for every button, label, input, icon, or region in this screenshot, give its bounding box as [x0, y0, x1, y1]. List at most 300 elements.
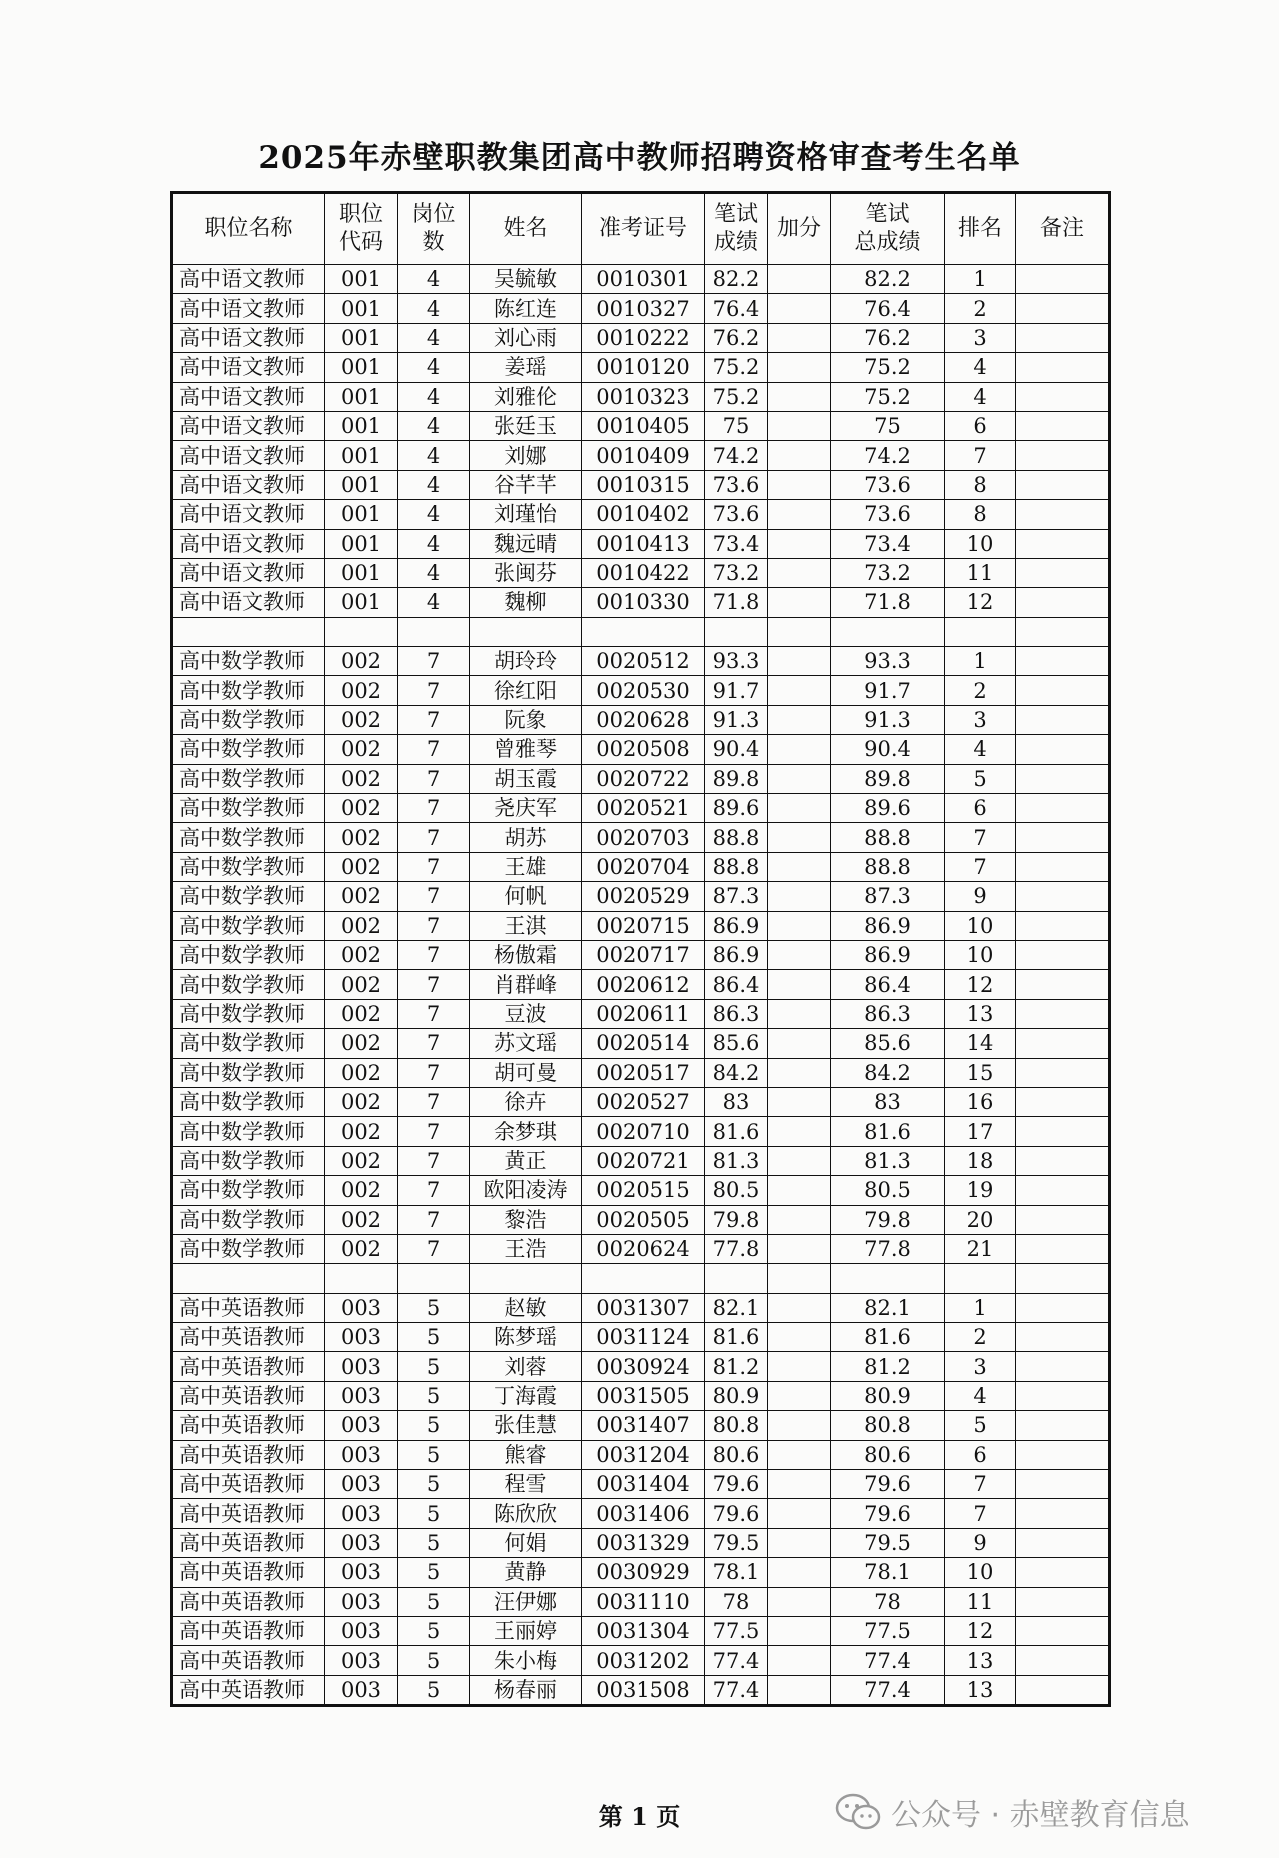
total-score-cell: 85.6 — [831, 1029, 945, 1058]
position-name-cell: 高中英语教师 — [172, 1323, 325, 1352]
post-count-cell: 7 — [398, 1234, 470, 1263]
total-score-cell: 86.4 — [831, 970, 945, 999]
total-score-cell: 84.2 — [831, 1058, 945, 1087]
position-code-cell: 003 — [325, 1646, 398, 1675]
rank-cell: 15 — [945, 1058, 1016, 1087]
rank-cell: 2 — [945, 294, 1016, 323]
position-name-cell: 高中语文教师 — [172, 441, 325, 470]
admission-number-cell: 0020517 — [582, 1058, 705, 1087]
post-count-cell — [398, 1264, 470, 1293]
remarks-cell — [1016, 794, 1110, 823]
total-score-cell: 75.2 — [831, 353, 945, 382]
bonus-cell — [768, 794, 831, 823]
position-name-cell: 高中语文教师 — [172, 470, 325, 499]
remarks-cell — [1016, 1499, 1110, 1528]
post-count-cell: 4 — [398, 588, 470, 617]
post-count-cell: 7 — [398, 911, 470, 940]
total-score-cell: 87.3 — [831, 882, 945, 911]
position-name-cell: 高中语文教师 — [172, 265, 325, 294]
post-count-cell: 5 — [398, 1499, 470, 1528]
post-count-cell: 4 — [398, 558, 470, 587]
watermark — [835, 1790, 1190, 1834]
post-count-cell: 7 — [398, 852, 470, 881]
candidate-name-cell: 刘雅伦 — [470, 382, 582, 411]
position-code-cell: 001 — [325, 265, 398, 294]
written-score-cell: 81.6 — [705, 1117, 768, 1146]
table-row — [172, 764, 1110, 793]
position-code-cell: 002 — [325, 823, 398, 852]
admission-number-cell: 0031406 — [582, 1499, 705, 1528]
position-name-cell: 高中英语教师 — [172, 1528, 325, 1557]
total-score-cell: 78 — [831, 1587, 945, 1616]
total-score-cell: 76.4 — [831, 294, 945, 323]
rank-cell: 5 — [945, 764, 1016, 793]
admission-number-cell: 0020527 — [582, 1087, 705, 1116]
position-code-cell: 003 — [325, 1499, 398, 1528]
candidate-name-cell: 程雪 — [470, 1470, 582, 1499]
written-score-cell: 89.6 — [705, 794, 768, 823]
remarks-cell — [1016, 1616, 1110, 1645]
written-score-cell: 86.4 — [705, 970, 768, 999]
candidate-name-cell: 魏远晴 — [470, 529, 582, 558]
bonus-cell — [768, 764, 831, 793]
admission-number-cell: 0010327 — [582, 294, 705, 323]
remarks-cell — [1016, 411, 1110, 440]
admission-number-cell: 0030924 — [582, 1352, 705, 1381]
total-score-cell: 73.6 — [831, 500, 945, 529]
column-header: 笔试 成绩 — [705, 193, 768, 265]
position-name-cell: 高中语文教师 — [172, 411, 325, 440]
table-row — [172, 382, 1110, 411]
position-name-cell: 高中数学教师 — [172, 940, 325, 969]
post-count-cell: 5 — [398, 1381, 470, 1410]
bonus-cell — [768, 1675, 831, 1705]
table-row — [172, 882, 1110, 911]
remarks-cell — [1016, 705, 1110, 734]
rank-cell: 4 — [945, 353, 1016, 382]
remarks-cell — [1016, 970, 1110, 999]
written-score-cell: 79.8 — [705, 1205, 768, 1234]
candidate-name-cell: 王丽婷 — [470, 1616, 582, 1645]
total-score-cell: 80.8 — [831, 1411, 945, 1440]
rank-cell: 1 — [945, 1293, 1016, 1322]
rank-cell: 9 — [945, 882, 1016, 911]
remarks-cell — [1016, 1176, 1110, 1205]
admission-number-cell: 0010409 — [582, 441, 705, 470]
remarks-cell — [1016, 588, 1110, 617]
admission-number-cell: 0020508 — [582, 735, 705, 764]
table-row — [172, 529, 1110, 558]
post-count-cell: 7 — [398, 1058, 470, 1087]
position-name-cell: 高中语文教师 — [172, 353, 325, 382]
position-code-cell: 002 — [325, 794, 398, 823]
wechat-icon — [835, 1792, 881, 1832]
bonus-cell — [768, 1029, 831, 1058]
column-header: 职位名称 — [172, 193, 325, 265]
table-row — [172, 1234, 1110, 1263]
written-score-cell: 86.3 — [705, 999, 768, 1028]
bonus-cell — [768, 323, 831, 352]
admission-number-cell: 0020529 — [582, 882, 705, 911]
post-count-cell: 5 — [398, 1675, 470, 1705]
bonus-cell — [768, 1087, 831, 1116]
written-score-cell: 87.3 — [705, 882, 768, 911]
post-count-cell: 7 — [398, 647, 470, 676]
table-row — [172, 1675, 1110, 1705]
remarks-cell — [1016, 1587, 1110, 1616]
admission-number-cell: 0031505 — [582, 1381, 705, 1410]
position-code-cell: 001 — [325, 588, 398, 617]
table-row — [172, 823, 1110, 852]
written-score-cell: 79.5 — [705, 1528, 768, 1557]
remarks-cell — [1016, 911, 1110, 940]
bonus-cell — [768, 1293, 831, 1322]
admission-number-cell: 0010402 — [582, 500, 705, 529]
post-count-cell: 4 — [398, 441, 470, 470]
rank-cell: 13 — [945, 1646, 1016, 1675]
position-name-cell: 高中数学教师 — [172, 823, 325, 852]
bonus-cell — [768, 1381, 831, 1410]
bonus-cell — [768, 558, 831, 587]
candidate-name-cell: 汪伊娜 — [470, 1587, 582, 1616]
remarks-cell — [1016, 940, 1110, 969]
rank-cell: 10 — [945, 911, 1016, 940]
admission-number-cell: 0031204 — [582, 1440, 705, 1469]
post-count-cell: 5 — [398, 1352, 470, 1381]
remarks-cell — [1016, 529, 1110, 558]
position-code-cell: 003 — [325, 1293, 398, 1322]
bonus-cell — [768, 500, 831, 529]
post-count-cell: 5 — [398, 1558, 470, 1587]
candidate-name-cell: 黄正 — [470, 1146, 582, 1175]
candidate-name-cell: 黄静 — [470, 1558, 582, 1587]
remarks-cell — [1016, 1411, 1110, 1440]
bonus-cell — [768, 1646, 831, 1675]
position-code-cell — [325, 617, 398, 646]
position-code-cell: 003 — [325, 1528, 398, 1557]
admission-number-cell: 0031407 — [582, 1411, 705, 1440]
post-count-cell: 4 — [398, 265, 470, 294]
position-code-cell: 002 — [325, 647, 398, 676]
candidate-name-cell: 魏柳 — [470, 588, 582, 617]
remarks-cell — [1016, 676, 1110, 705]
total-score-cell: 89.8 — [831, 764, 945, 793]
rank-cell: 10 — [945, 1558, 1016, 1587]
post-count-cell: 4 — [398, 500, 470, 529]
post-count-cell: 7 — [398, 1117, 470, 1146]
position-code-cell: 002 — [325, 882, 398, 911]
written-score-cell: 81.3 — [705, 1146, 768, 1175]
position-name-cell: 高中语文教师 — [172, 294, 325, 323]
rank-cell: 1 — [945, 647, 1016, 676]
bonus-cell — [768, 1264, 831, 1293]
total-score-cell: 86.9 — [831, 940, 945, 969]
remarks-cell — [1016, 1117, 1110, 1146]
candidate-name-cell: 欧阳凌涛 — [470, 1176, 582, 1205]
admission-number-cell — [582, 1264, 705, 1293]
bonus-cell — [768, 1470, 831, 1499]
position-name-cell: 高中数学教师 — [172, 735, 325, 764]
position-name-cell: 高中数学教师 — [172, 647, 325, 676]
post-count-cell: 4 — [398, 323, 470, 352]
column-header: 笔试 总成绩 — [831, 193, 945, 265]
bonus-cell — [768, 1411, 831, 1440]
bonus-cell — [768, 265, 831, 294]
position-code-cell: 002 — [325, 735, 398, 764]
post-count-cell: 5 — [398, 1411, 470, 1440]
candidate-name-cell: 肖群峰 — [470, 970, 582, 999]
position-code-cell: 001 — [325, 470, 398, 499]
post-count-cell: 5 — [398, 1470, 470, 1499]
admission-number-cell: 0031508 — [582, 1675, 705, 1705]
position-code-cell: 002 — [325, 1146, 398, 1175]
remarks-cell — [1016, 1029, 1110, 1058]
position-name-cell: 高中数学教师 — [172, 1087, 325, 1116]
post-count-cell: 7 — [398, 1029, 470, 1058]
rank-cell: 4 — [945, 382, 1016, 411]
position-code-cell: 002 — [325, 1234, 398, 1263]
position-code-cell: 003 — [325, 1675, 398, 1705]
table-row — [172, 500, 1110, 529]
table-row — [172, 1352, 1110, 1381]
written-score-cell: 82.1 — [705, 1293, 768, 1322]
position-code-cell: 001 — [325, 411, 398, 440]
table-row — [172, 1205, 1110, 1234]
written-score-cell: 75 — [705, 411, 768, 440]
written-score-cell: 77.8 — [705, 1234, 768, 1263]
post-count-cell: 4 — [398, 529, 470, 558]
admission-number-cell: 0020715 — [582, 911, 705, 940]
candidate-name-cell: 阮象 — [470, 705, 582, 734]
position-code-cell: 002 — [325, 852, 398, 881]
post-count-cell: 4 — [398, 353, 470, 382]
remarks-cell — [1016, 294, 1110, 323]
table-row — [172, 294, 1110, 323]
position-name-cell: 高中数学教师 — [172, 911, 325, 940]
position-name-cell: 高中数学教师 — [172, 852, 325, 881]
table-row — [172, 940, 1110, 969]
remarks-cell — [1016, 441, 1110, 470]
rank-cell: 6 — [945, 411, 1016, 440]
bonus-cell — [768, 441, 831, 470]
rank-cell: 7 — [945, 823, 1016, 852]
table-row — [172, 353, 1110, 382]
admission-number-cell: 0020521 — [582, 794, 705, 823]
candidate-name-cell: 张佳慧 — [470, 1411, 582, 1440]
remarks-cell — [1016, 1440, 1110, 1469]
candidate-name-cell: 姜瑶 — [470, 353, 582, 382]
bonus-cell — [768, 470, 831, 499]
bonus-cell — [768, 294, 831, 323]
candidate-name-cell: 尧庆军 — [470, 794, 582, 823]
admission-number-cell: 0020512 — [582, 647, 705, 676]
bonus-cell — [768, 1323, 831, 1352]
total-score-cell — [831, 617, 945, 646]
remarks-cell — [1016, 1558, 1110, 1587]
bonus-cell — [768, 411, 831, 440]
rank-cell: 16 — [945, 1087, 1016, 1116]
bonus-cell — [768, 1058, 831, 1087]
post-count-cell: 4 — [398, 382, 470, 411]
total-score-cell — [831, 1264, 945, 1293]
column-header: 排名 — [945, 193, 1016, 265]
rank-cell: 10 — [945, 529, 1016, 558]
written-score-cell — [705, 1264, 768, 1293]
table-row — [172, 1117, 1110, 1146]
written-score-cell: 89.8 — [705, 764, 768, 793]
position-name-cell: 高中英语教师 — [172, 1587, 325, 1616]
written-score-cell: 86.9 — [705, 940, 768, 969]
rank-cell: 6 — [945, 1440, 1016, 1469]
table-row — [172, 970, 1110, 999]
admission-number-cell: 0030929 — [582, 1558, 705, 1587]
position-code-cell: 003 — [325, 1440, 398, 1469]
table-row — [172, 1176, 1110, 1205]
table-row — [172, 1029, 1110, 1058]
admission-number-cell: 0020611 — [582, 999, 705, 1028]
position-code-cell: 002 — [325, 1176, 398, 1205]
bonus-cell — [768, 647, 831, 676]
position-code-cell: 003 — [325, 1381, 398, 1410]
written-score-cell: 74.2 — [705, 441, 768, 470]
candidate-name-cell: 刘娜 — [470, 441, 582, 470]
position-code-cell: 003 — [325, 1470, 398, 1499]
candidate-table — [170, 191, 1111, 1707]
rank-cell: 20 — [945, 1205, 1016, 1234]
rank-cell: 5 — [945, 1411, 1016, 1440]
position-code-cell: 003 — [325, 1323, 398, 1352]
remarks-cell — [1016, 1528, 1110, 1557]
table-row — [172, 441, 1110, 470]
candidate-name-cell: 赵敏 — [470, 1293, 582, 1322]
post-count-cell: 4 — [398, 294, 470, 323]
position-code-cell: 002 — [325, 1029, 398, 1058]
admission-number-cell: 0010222 — [582, 323, 705, 352]
table-row — [172, 1558, 1110, 1587]
position-name-cell: 高中英语教师 — [172, 1352, 325, 1381]
rank-cell: 3 — [945, 705, 1016, 734]
candidate-name-cell: 熊睿 — [470, 1440, 582, 1469]
written-score-cell: 81.2 — [705, 1352, 768, 1381]
position-name-cell: 高中英语教师 — [172, 1616, 325, 1645]
position-name-cell: 高中数学教师 — [172, 764, 325, 793]
written-score-cell: 91.7 — [705, 676, 768, 705]
rank-cell: 7 — [945, 1499, 1016, 1528]
table-row — [172, 999, 1110, 1028]
position-name-cell: 高中数学教师 — [172, 1234, 325, 1263]
position-code-cell: 001 — [325, 353, 398, 382]
total-score-cell: 93.3 — [831, 647, 945, 676]
post-count-cell: 7 — [398, 794, 470, 823]
column-header: 准考证号 — [582, 193, 705, 265]
position-code-cell: 002 — [325, 705, 398, 734]
position-name-cell: 高中英语教师 — [172, 1646, 325, 1675]
bonus-cell — [768, 1587, 831, 1616]
remarks-cell — [1016, 1058, 1110, 1087]
table-row — [172, 1646, 1110, 1675]
bonus-cell — [768, 676, 831, 705]
candidate-name-cell — [470, 1264, 582, 1293]
written-score-cell: 77.4 — [705, 1646, 768, 1675]
post-count-cell: 7 — [398, 1205, 470, 1234]
remarks-cell — [1016, 470, 1110, 499]
table-row — [172, 558, 1110, 587]
written-score-cell: 90.4 — [705, 735, 768, 764]
table-row — [172, 1587, 1110, 1616]
written-score-cell: 79.6 — [705, 1499, 768, 1528]
rank-cell: 13 — [945, 1675, 1016, 1705]
admission-number-cell: 0020704 — [582, 852, 705, 881]
position-code-cell: 001 — [325, 500, 398, 529]
position-name-cell: 高中数学教师 — [172, 1058, 325, 1087]
admission-number-cell: 0031404 — [582, 1470, 705, 1499]
candidate-name-cell: 胡可曼 — [470, 1058, 582, 1087]
bonus-cell — [768, 940, 831, 969]
table-row — [172, 705, 1110, 734]
remarks-cell — [1016, 500, 1110, 529]
position-code-cell: 003 — [325, 1352, 398, 1381]
admission-number-cell: 0031307 — [582, 1293, 705, 1322]
table-row — [172, 265, 1110, 294]
total-score-cell: 90.4 — [831, 735, 945, 764]
position-name-cell: 高中英语教师 — [172, 1293, 325, 1322]
bonus-cell — [768, 1205, 831, 1234]
position-code-cell: 003 — [325, 1587, 398, 1616]
rank-cell: 11 — [945, 1587, 1016, 1616]
total-score-cell: 81.3 — [831, 1146, 945, 1175]
position-name-cell: 高中英语教师 — [172, 1558, 325, 1587]
admission-number-cell: 0031110 — [582, 1587, 705, 1616]
position-code-cell: 002 — [325, 1087, 398, 1116]
rank-cell: 1 — [945, 265, 1016, 294]
written-score-cell: 82.2 — [705, 265, 768, 294]
post-count-cell: 7 — [398, 999, 470, 1028]
admission-number-cell: 0010323 — [582, 382, 705, 411]
total-score-cell: 86.3 — [831, 999, 945, 1028]
rank-cell: 7 — [945, 1470, 1016, 1499]
bonus-cell — [768, 617, 831, 646]
bonus-cell — [768, 1528, 831, 1557]
admission-number-cell: 0010330 — [582, 588, 705, 617]
admission-number-cell: 0010301 — [582, 265, 705, 294]
candidate-name-cell: 杨傲霜 — [470, 940, 582, 969]
written-score-cell — [705, 617, 768, 646]
table-row — [172, 676, 1110, 705]
rank-cell: 6 — [945, 794, 1016, 823]
total-score-cell: 80.5 — [831, 1176, 945, 1205]
table-row — [172, 1087, 1110, 1116]
position-name-cell: 高中数学教师 — [172, 794, 325, 823]
post-count-cell: 7 — [398, 1087, 470, 1116]
admission-number-cell: 0020703 — [582, 823, 705, 852]
table-row — [172, 1381, 1110, 1410]
written-score-cell: 83 — [705, 1087, 768, 1116]
rank-cell: 8 — [945, 470, 1016, 499]
total-score-cell: 74.2 — [831, 441, 945, 470]
remarks-cell — [1016, 1264, 1110, 1293]
bonus-cell — [768, 1499, 831, 1528]
table-body — [172, 265, 1110, 1706]
remarks-cell — [1016, 265, 1110, 294]
table-row — [172, 647, 1110, 676]
written-score-cell: 80.9 — [705, 1381, 768, 1410]
total-score-cell: 80.9 — [831, 1381, 945, 1410]
total-score-cell: 86.9 — [831, 911, 945, 940]
candidate-name-cell: 苏文瑶 — [470, 1029, 582, 1058]
post-count-cell: 7 — [398, 735, 470, 764]
candidate-name-cell: 王淇 — [470, 911, 582, 940]
remarks-cell — [1016, 1087, 1110, 1116]
